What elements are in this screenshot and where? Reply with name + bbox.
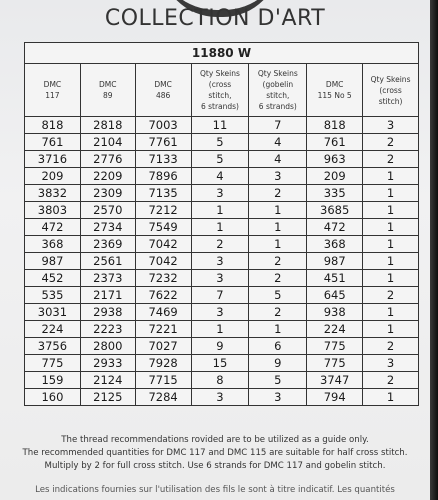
table-cell: 2124 (80, 372, 135, 389)
table-cell: 775 (307, 338, 363, 355)
table-cell: 1 (249, 236, 307, 253)
table-cell: 4 (191, 168, 249, 185)
table-cell: 1 (191, 321, 249, 338)
brand-name: COLLECTION D'ART (104, 6, 326, 31)
table-cell: 2 (191, 236, 249, 253)
table-cell: 335 (307, 185, 363, 202)
table-cell: 2223 (80, 321, 135, 338)
table-row (25, 134, 419, 151)
table-cell: 818 (307, 117, 363, 134)
table-cell: 2309 (80, 185, 135, 202)
table-cell: 4 (249, 151, 307, 168)
column-header-line: 89 (102, 91, 113, 100)
thread-conversion-table (24, 42, 419, 406)
column-header (307, 64, 363, 117)
table-cell: 2125 (80, 389, 135, 406)
column-header-line: (cross (208, 80, 232, 89)
table-cell: 160 (25, 389, 81, 406)
table-row (25, 151, 419, 168)
table-cell: 2 (363, 134, 419, 151)
table-cell: 1 (363, 219, 419, 236)
table-cell: 3 (191, 253, 249, 270)
table-cell: 7761 (135, 134, 191, 151)
note-line-2: The recommended quantities for DMC 117 and DMC 115 are suitable for half cross stitch. (22, 448, 408, 458)
table-cell: 1 (363, 168, 419, 185)
column-header (25, 64, 81, 117)
table-row (25, 287, 419, 304)
column-header-line: Qty Skeins (200, 69, 240, 78)
table-cell: 451 (307, 270, 363, 287)
column-header-line: 115 No 5 (317, 91, 352, 100)
table-cell: 3 (363, 117, 419, 134)
note-line-1: The thread recommendations rovided are to be utilized as a guide only. (61, 435, 369, 445)
table-cell: 11 (191, 117, 249, 134)
table-cell: 1 (363, 202, 419, 219)
table-cell: 2 (363, 338, 419, 355)
table-cell: 963 (307, 151, 363, 168)
column-header-line: stitch, (208, 91, 232, 100)
table-cell: 7896 (135, 168, 191, 185)
table-cell: 15 (191, 355, 249, 372)
table-cell: 7135 (135, 185, 191, 202)
column-header (80, 64, 135, 117)
table-cell: 1 (363, 304, 419, 321)
table-cell: 761 (25, 134, 81, 151)
table-cell: 7133 (135, 151, 191, 168)
table-title: 11880 W (25, 43, 419, 64)
table-cell: 2818 (80, 117, 135, 134)
column-header-line: DMC (154, 80, 172, 89)
table-cell: 7003 (135, 117, 191, 134)
table-cell: 3 (249, 389, 307, 406)
table-cell: 7042 (135, 253, 191, 270)
table-row (25, 338, 419, 355)
table-cell: 3 (249, 168, 307, 185)
table-cell: 535 (25, 287, 81, 304)
table-cell: 7469 (135, 304, 191, 321)
table-cell: 2 (249, 253, 307, 270)
table-cell: 775 (307, 355, 363, 372)
table-cell: 3803 (25, 202, 81, 219)
column-header-line: 6 strands) (258, 102, 297, 111)
table-cell: 1 (249, 219, 307, 236)
table-row (25, 389, 419, 406)
table-row (25, 304, 419, 321)
table-cell: 2171 (80, 287, 135, 304)
table-cell: 7027 (135, 338, 191, 355)
table-cell: 3 (191, 389, 249, 406)
column-header-line: 117 (45, 91, 60, 100)
column-header-line: DMC (99, 80, 117, 89)
paper-edge-shadow (430, 0, 438, 500)
table-cell: 5 (249, 287, 307, 304)
table-cell: 2776 (80, 151, 135, 168)
table-row (25, 219, 419, 236)
table-cell: 7622 (135, 287, 191, 304)
table-cell: 159 (25, 372, 81, 389)
table-cell: 472 (307, 219, 363, 236)
column-header-line: stitch, (266, 91, 290, 100)
table-cell: 1 (249, 321, 307, 338)
table-cell: 2734 (80, 219, 135, 236)
table-cell: 1 (363, 185, 419, 202)
table-cell: 3 (363, 355, 419, 372)
table-cell: 7284 (135, 389, 191, 406)
table-cell: 7928 (135, 355, 191, 372)
table-cell: 6 (249, 338, 307, 355)
table-row (25, 236, 419, 253)
table-cell: 7549 (135, 219, 191, 236)
column-header (191, 64, 249, 117)
table-cell: 1 (363, 389, 419, 406)
table-cell: 1 (363, 236, 419, 253)
table-cell: 224 (25, 321, 81, 338)
table-cell: 2 (249, 185, 307, 202)
column-header (363, 64, 419, 117)
table-cell: 209 (25, 168, 81, 185)
column-header-line: (gobelin (262, 80, 294, 89)
table-cell: 2 (363, 151, 419, 168)
table-cell: 987 (307, 253, 363, 270)
table-row (25, 372, 419, 389)
table-cell: 818 (25, 117, 81, 134)
column-header-line: Qty Skeins (257, 69, 298, 78)
table-cell: 3031 (25, 304, 81, 321)
table-header-row (25, 64, 419, 117)
table-cell: 1 (191, 202, 249, 219)
column-header-line: Qty Skeins (370, 74, 411, 84)
table-cell: 368 (307, 236, 363, 253)
table-cell: 2 (249, 304, 307, 321)
table-cell: 2369 (80, 236, 135, 253)
table-cell: 7715 (135, 372, 191, 389)
table-cell: 2 (249, 270, 307, 287)
table-cell: 8 (191, 372, 249, 389)
table-row (25, 202, 419, 219)
table-cell: 1 (363, 270, 419, 287)
table-cell: 7212 (135, 202, 191, 219)
column-header-line: (cross (379, 85, 402, 95)
table-row (25, 321, 419, 338)
table-cell: 3685 (307, 202, 363, 219)
table-cell: 761 (307, 134, 363, 151)
table-cell: 987 (25, 253, 81, 270)
table-cell: 3747 (307, 372, 363, 389)
table-cell: 224 (307, 321, 363, 338)
table-cell: 2 (363, 372, 419, 389)
table-row (25, 168, 419, 185)
table-body (25, 117, 419, 406)
table-cell: 5 (249, 372, 307, 389)
table-cell: 2104 (80, 134, 135, 151)
table-row (25, 117, 419, 134)
table-cell: 9 (249, 355, 307, 372)
table-row (25, 355, 419, 372)
column-header (249, 64, 307, 117)
table-cell: 4 (249, 134, 307, 151)
table-cell: 9 (191, 338, 249, 355)
table-cell: 645 (307, 287, 363, 304)
table-cell: 2209 (80, 168, 135, 185)
column-header-line: 486 (155, 91, 171, 100)
table-cell: 452 (25, 270, 81, 287)
table-cell: 2 (363, 287, 419, 304)
column-header-line: stitch) (378, 96, 403, 106)
table-cell: 1 (363, 253, 419, 270)
table-cell: 2933 (80, 355, 135, 372)
table-cell: 1 (363, 321, 419, 338)
column-header (135, 64, 191, 117)
table-row (25, 253, 419, 270)
column-header-line: DMC (325, 80, 344, 89)
note-line-4-fr: Les indications fournies sur l'utilisation des fils le sont à titre indicatif. Les quantités (35, 485, 395, 495)
note-line-3: Multiply by 2 for full cross stitch. Use 6 strands for DMC 117 and gobelin stitch. (44, 461, 386, 471)
table-cell: 938 (307, 304, 363, 321)
table-cell: 2570 (80, 202, 135, 219)
table-cell: 368 (25, 236, 81, 253)
table-cell: 5 (191, 151, 249, 168)
table-cell: 1 (249, 202, 307, 219)
table-cell: 3 (191, 185, 249, 202)
table-cell: 1 (191, 219, 249, 236)
table-cell: 3 (191, 270, 249, 287)
table-cell: 7232 (135, 270, 191, 287)
table-cell: 3832 (25, 185, 81, 202)
table-cell: 2800 (80, 338, 135, 355)
table-cell: 2938 (80, 304, 135, 321)
table-cell: 2561 (80, 253, 135, 270)
table-cell: 7042 (135, 236, 191, 253)
table-cell: 794 (307, 389, 363, 406)
table-row (25, 270, 419, 287)
table-cell: 3716 (25, 151, 81, 168)
table-cell: 7 (191, 287, 249, 304)
column-header-line: 6 strands) (200, 102, 239, 111)
table-cell: 7221 (135, 321, 191, 338)
table-cell: 472 (25, 219, 81, 236)
table-cell: 3756 (25, 338, 81, 355)
table-cell: 3 (191, 304, 249, 321)
table-cell: 7 (249, 117, 307, 134)
table-cell: 5 (191, 134, 249, 151)
column-header-line: DMC (43, 80, 62, 89)
table-cell: 2373 (80, 270, 135, 287)
table-cell: 209 (307, 168, 363, 185)
table-row (25, 185, 419, 202)
table-cell: 775 (25, 355, 81, 372)
